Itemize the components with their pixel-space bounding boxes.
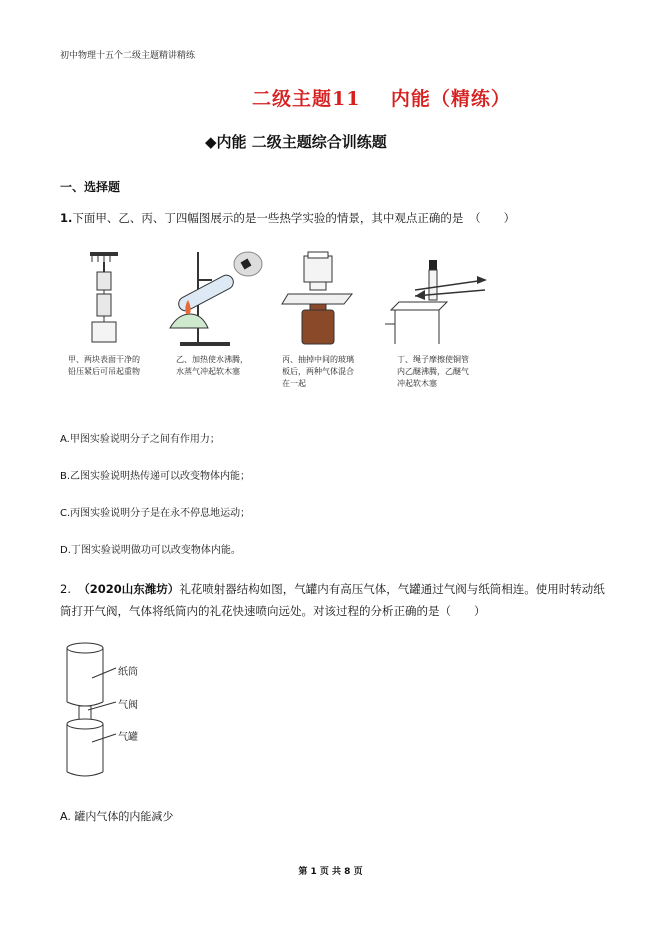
question-2-source: （2020山东潍坊） [78,582,180,596]
figure-jia [68,250,148,378]
figure-ding-caption: 丁、绳子摩擦使铜管内乙醚沸腾，乙醚气冲起软木塞 [397,355,469,388]
question-2-text: 礼花喷射器结构如图，气罐内有高压气体，气罐通过气阀与纸筒相连。使用时转动纸筒打开气阀，气体将纸筒内的礼花快速喷向远处。对该过程的分析正确的是（ ） [60,582,605,618]
section-heading: 一、选择题 [60,180,121,194]
question-1-option-c[interactable]: C.丙图实验说明分子是在永不停息地运动； [60,508,251,519]
question-2-stem [60,578,605,622]
figure-jia-caption: 甲、两块表面干净的铅压紧后可吊起重物 [68,355,140,376]
section-subtitle: ◆内能 二级主题综合训练题 [205,133,387,151]
page-title: 二级主题11 内能（精练） [252,88,511,110]
question-1-option-d[interactable]: D.丁图实验说明做功可以改变物体内能。 [60,545,241,556]
label-air-valve: 气阀 [118,700,138,711]
question-1-option-a[interactable]: A.甲图实验说明分子之间有作用力； [60,434,220,445]
question-2-option-a[interactable]: A. 罐内气体的内能减少 [60,810,174,823]
figure-ding [385,250,495,390]
question-1-option-b[interactable]: B.乙图实验说明热传递可以改变物体内能； [60,471,251,482]
boiling-water-illustration [168,250,278,350]
question-1-text: 下面甲、乙、丙、丁四幅图展示的是一些热学实验的情景，其中观点正确的是 （ ） [72,211,516,225]
question-2-number: 2. [60,582,71,596]
confetti-launcher-illustration [58,638,208,788]
gas-diffusion-illustration [282,250,362,350]
question-1-number: 1. [60,211,73,225]
figure-bing-caption: 丙、抽掉中间的玻璃板后，两种气体混合在一起 [282,355,354,388]
page-header: 初中物理十五个二级主题精讲精练 [60,51,196,61]
label-paper-tube: 纸筒 [118,667,138,678]
figure-yi [168,250,278,378]
label-gas-tank: 气罐 [118,732,138,743]
friction-tube-illustration [385,250,495,350]
figure-yi-caption: 乙、加热使水沸腾，水蒸气冲起软木塞 [176,355,248,376]
page-footer: 第 1 页 共 8 页 [298,867,363,877]
question-2-figure [58,638,208,792]
figure-bing [282,250,362,390]
question-1-stem [60,210,515,226]
lead-blocks-illustration [68,250,148,350]
